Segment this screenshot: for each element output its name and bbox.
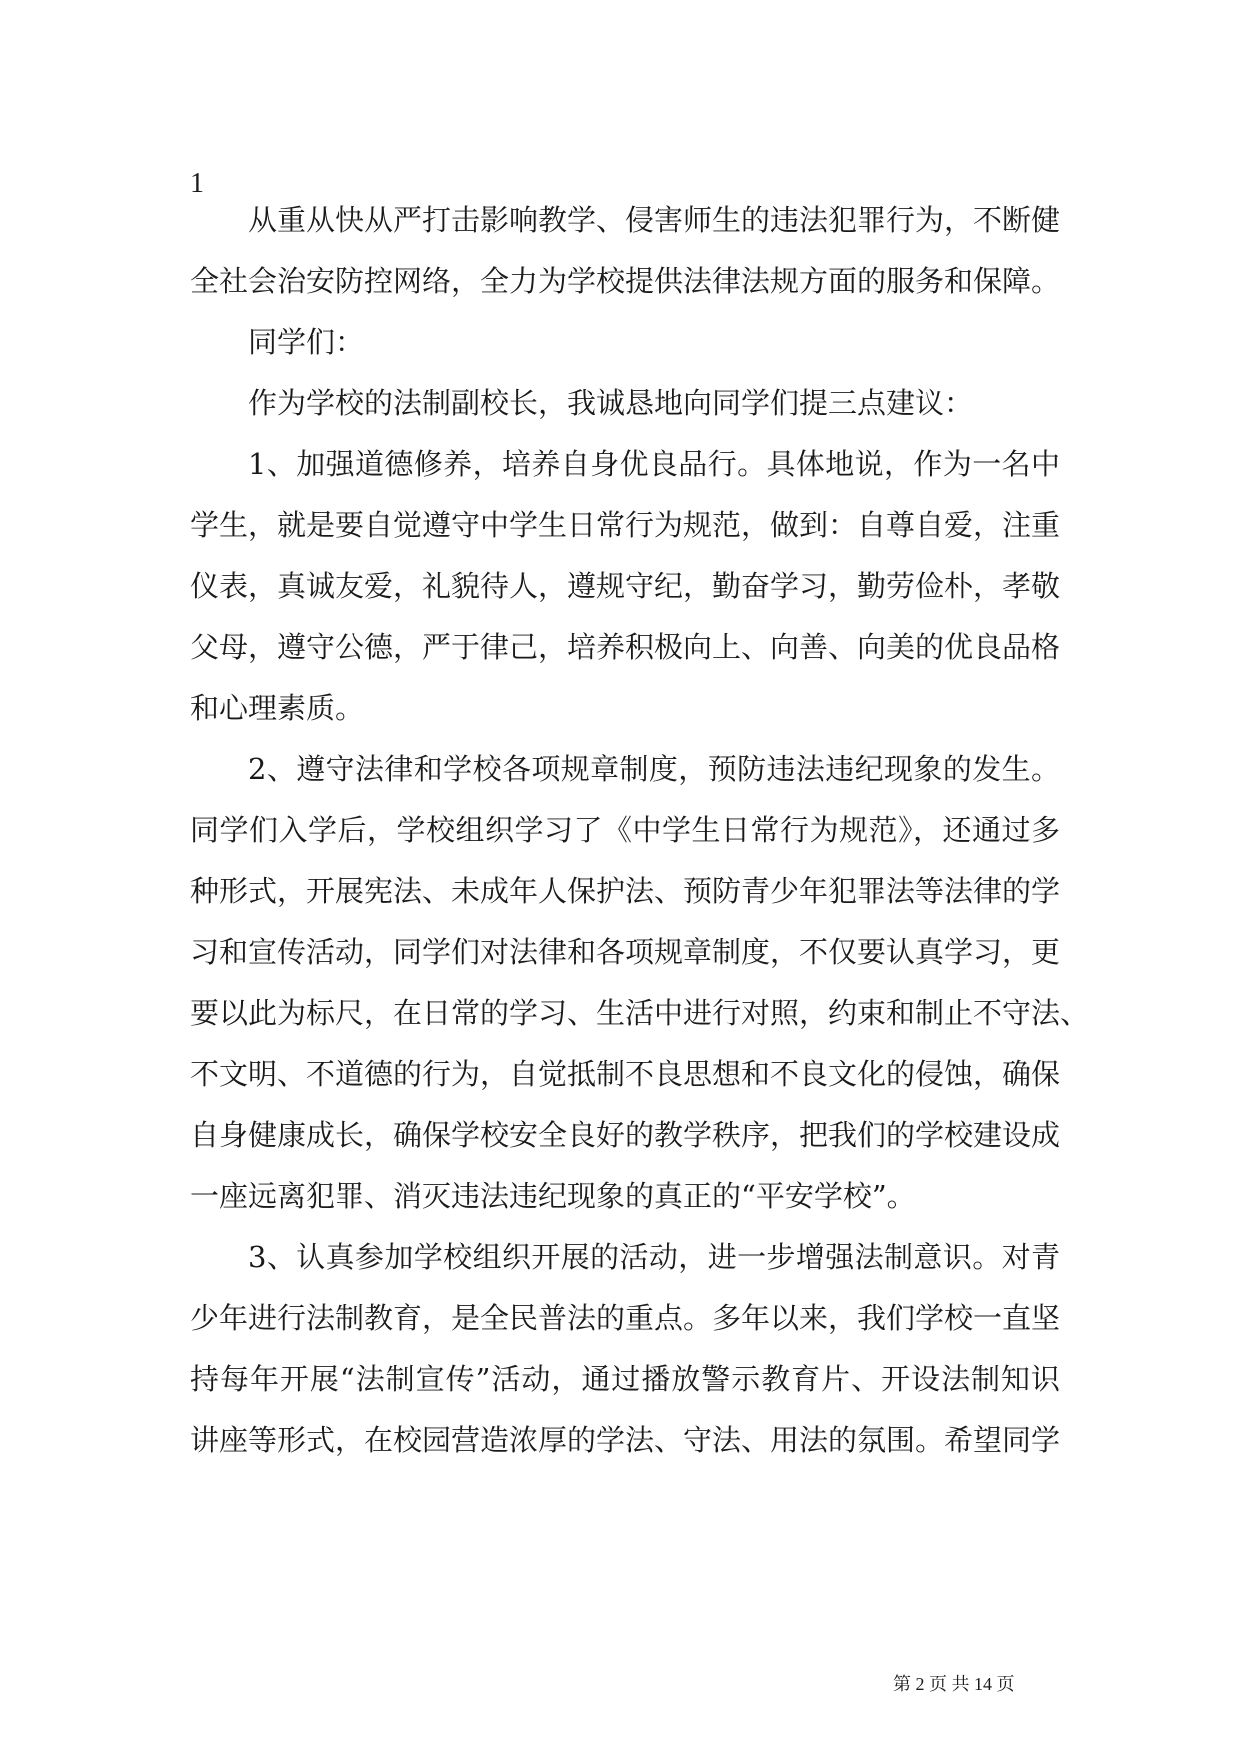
text-line: 和心理素质。	[190, 691, 365, 725]
text-line: 2、遵守法律和学校各项规章制度，预防违法违纪现象的发生。	[248, 752, 1060, 786]
text-line: 同学们：	[248, 325, 365, 359]
text-line: 一座远离犯罪、消灭违法违纪现象的真正的“平安学校”。	[190, 1179, 916, 1213]
text-line: 种形式，开展宪法、未成年人保护法、预防青少年犯罪法等法律的学	[190, 874, 1061, 908]
text-line: 父母，遵守公德，严于律己，培养积极向上、向善、向美的优良品格	[190, 630, 1061, 664]
page-footer: 第 2 页 共 14 页	[893, 1674, 1015, 1694]
page-marker: 1	[190, 168, 204, 199]
text-line: 少年进行法制教育，是全民普法的重点。多年以来，我们学校一直坚	[190, 1301, 1061, 1335]
text-line: 持每年开展“法制宣传”活动，通过播放警示教育片、开设法制知识	[190, 1362, 1060, 1396]
text-line: 1、加强道德修养，培养自身优良品行。具体地说，作为一名中	[248, 447, 1060, 481]
text-line: 学生，就是要自觉遵守中学生日常行为规范，做到：自尊自爱，注重	[190, 508, 1061, 542]
text-line: 3、认真参加学校组织开展的活动，进一步增强法制意识。对青	[248, 1240, 1060, 1274]
text-line: 同学们入学后，学校组织学习了《中学生日常行为规范》，还通过多	[190, 813, 1060, 847]
text-line: 习和宣传活动，同学们对法律和各项规章制度，不仅要认真学习，更	[190, 935, 1061, 969]
text-line: 不文明、不道德的行为，自觉抵制不良思想和不良文化的侵蚀，确保	[190, 1057, 1061, 1091]
text-line: 作为学校的法制副校长，我诚恳地向同学们提三点建议：	[248, 386, 974, 420]
text-line: 自身健康成长，确保学校安全良好的教学秩序，把我们的学校建设成	[190, 1118, 1061, 1152]
text-line: 要以此为标尺，在日常的学习、生活中进行对照，约束和制止不守法、	[190, 996, 1090, 1030]
text-line: 从重从快从严打击影响教学、侵害师生的违法犯罪行为，不断健	[248, 203, 1061, 237]
text-line: 全社会治安防控网络，全力为学校提供法律法规方面的服务和保障。	[190, 264, 1061, 298]
text-line: 讲座等形式，在校园营造浓厚的学法、守法、用法的氛围。希望同学	[190, 1423, 1061, 1457]
text-line: 仪表，真诚友爱，礼貌待人，遵规守纪，勤奋学习，勤劳俭朴，孝敬	[190, 569, 1061, 603]
